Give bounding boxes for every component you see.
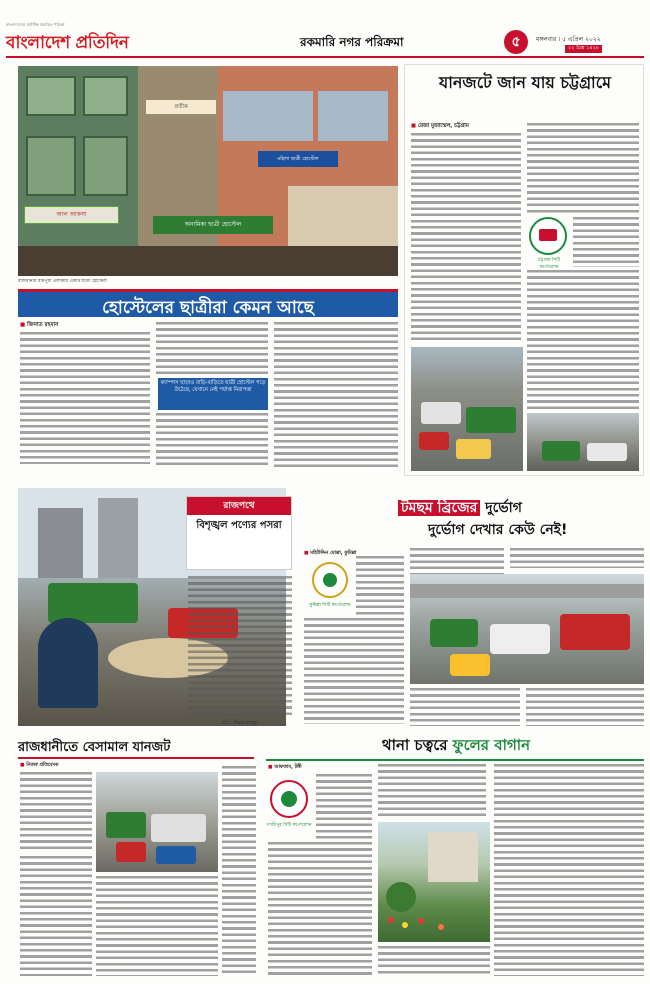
- flower-headline[interactable]: [266, 734, 646, 758]
- hostel-headline-bar: [18, 289, 398, 317]
- tomchom-headline-red: টমছম ব্রিজের: [398, 500, 480, 516]
- tomchom-byline: ■ মহিউদ্দিন মোল্লা, কুমিল্লা: [304, 551, 357, 556]
- hostel-sign-3: মহিলা ছাত্রী হোস্টেল: [258, 151, 338, 167]
- masthead: [0, 0, 650, 58]
- flower-rule: [266, 759, 644, 761]
- hostel-sign-2: প্রতীক: [146, 100, 216, 114]
- newspaper-logo[interactable]: [6, 30, 196, 54]
- hostel-pull-quote: ক্যাম্পাস ছাড়াও বাড়ি-বাড়িতে ছাত্রী হোস্টেল গড়ে উঠেছে, যেখানে নেই পর্যাপ্ত নিরাপত্তা: [158, 378, 268, 410]
- masthead-rule: [6, 56, 644, 58]
- tomchom-headline[interactable]: [298, 492, 644, 542]
- ctg-body-col2c: [527, 270, 639, 410]
- byline-bullet-icon: ■: [20, 763, 27, 768]
- hostel-photo-caption: রাজধানীর রামপুরা এলাকার একটি ছাত্রী হোস্টেল: [18, 279, 107, 284]
- tomchom-headline-black-1: দুর্ভোগ: [485, 500, 522, 516]
- date-line: মঙ্গলবার । ৫ এপ্রিল ২০২২: [536, 36, 601, 43]
- dhaka-jam-body-col3: [222, 766, 256, 976]
- flower-byline: ■ আফতাব, টঙ্গী: [268, 765, 302, 770]
- section-title: রকমারি নগর পরিক্রমা: [300, 35, 404, 49]
- hostel-sign-1: আল আকসা: [24, 206, 119, 224]
- hostel-body-col3: [274, 322, 398, 467]
- dhaka-jam-photo: [96, 772, 218, 872]
- ctg-body-col2a: [527, 123, 639, 213]
- flower-headline-green: ফুলের বাগান: [452, 736, 531, 754]
- page-number: ৫: [511, 34, 521, 50]
- hostel-body-col1: [20, 332, 150, 464]
- date-line-bangla: ২২ চৈত্র ১৪২৮: [565, 45, 602, 53]
- flower-body-col3: [494, 764, 644, 976]
- tomchom-bridge-photo: [410, 574, 644, 684]
- ctg-byline: ■ রেজা মুজাম্মেল, চট্টগ্রাম: [411, 123, 469, 129]
- hostel-headline[interactable]: হোস্টেলের ছাত্রীরা কেমন আছে: [102, 298, 314, 318]
- byline-bullet-icon: ■: [20, 322, 28, 328]
- rajpothe-photo-credit: ছবি : শিহাব মাহমুদ: [222, 721, 258, 726]
- rajpothe-headline-box: [186, 496, 292, 570]
- flower-body-col1a: [316, 774, 372, 840]
- byline-bullet-icon: ■: [268, 765, 275, 770]
- byline-bullet-icon: ■: [411, 123, 418, 129]
- tomchom-body-col3: [510, 548, 644, 568]
- logo-tagline: বাংলাদেশের সর্বাধিক প্রচারিত পত্রিকা: [6, 22, 65, 27]
- gazipur-logo-label: গাজীপুর সিটি কর্পোরেশন: [266, 823, 312, 828]
- flower-body-col2: [378, 764, 486, 820]
- flower-headline-black: থানা চত্বরে: [381, 736, 448, 754]
- dhaka-jam-rule: [18, 757, 254, 759]
- ctg-headline[interactable]: যানজটে জান যায় চট্টগ্রামে: [438, 73, 612, 92]
- tomchom-headline-black: দুর্ভোগ দেখার কেউ নেই!: [428, 522, 568, 538]
- tomchom-body-col3b: [526, 688, 644, 726]
- ctg-body-col1: [411, 133, 521, 343]
- hostel-body-col2b: [156, 413, 268, 467]
- hostel-body-col2: [156, 322, 268, 376]
- dhaka-jam-headline[interactable]: রাজধানীতে বেসামাল যানজট: [18, 740, 171, 755]
- flower-body-col2b: [378, 946, 490, 976]
- rajpothe-headline[interactable]: বিশৃঙ্খল পণ্যের পসরা: [196, 520, 282, 531]
- flower-body-col1: [268, 842, 372, 976]
- ctg-traffic-photo: [411, 347, 523, 471]
- ctg-story: [404, 64, 644, 476]
- page-number-badge: [504, 30, 528, 54]
- byline-bullet-icon: ■: [304, 551, 311, 556]
- hostel-sign-4: অনামিকা ছাত্রী হোস্টেল: [153, 216, 273, 234]
- dhaka-jam-body-col2: [96, 876, 218, 976]
- hostel-photo: [18, 66, 398, 276]
- logo-text: বাংলাদেশ প্রতিদিন: [6, 33, 129, 53]
- tomchom-body-col1a: [356, 556, 404, 616]
- hostel-byline: ■ জিনাত রহমান: [20, 322, 59, 328]
- tomchom-body-col2b: [410, 688, 520, 726]
- rajpothe-kicker: রাজপথে: [187, 497, 291, 515]
- dhaka-jam-body-col1b: [20, 856, 92, 976]
- tomchom-body-col1: [304, 618, 404, 724]
- ctg-logo-label: চট্টগ্রাম সিটি কর্পোরেশন: [538, 258, 560, 270]
- ctg-body-col2b: [573, 217, 639, 267]
- dhaka-jam-body-col1: [20, 772, 92, 852]
- gazipur-city-logo: [270, 780, 308, 818]
- rajpothe-body: [188, 576, 292, 718]
- comilla-logo-label: কুমিল্লা সিটি কর্পোরেশন: [309, 603, 351, 608]
- ctg-street-photo: [527, 413, 639, 471]
- dhaka-jam-byline: ■ নিজস্ব প্রতিবেদক: [20, 763, 59, 768]
- flower-garden-photo: [378, 822, 490, 942]
- ctg-city-logo: [529, 217, 567, 255]
- comilla-city-logo: [312, 562, 348, 598]
